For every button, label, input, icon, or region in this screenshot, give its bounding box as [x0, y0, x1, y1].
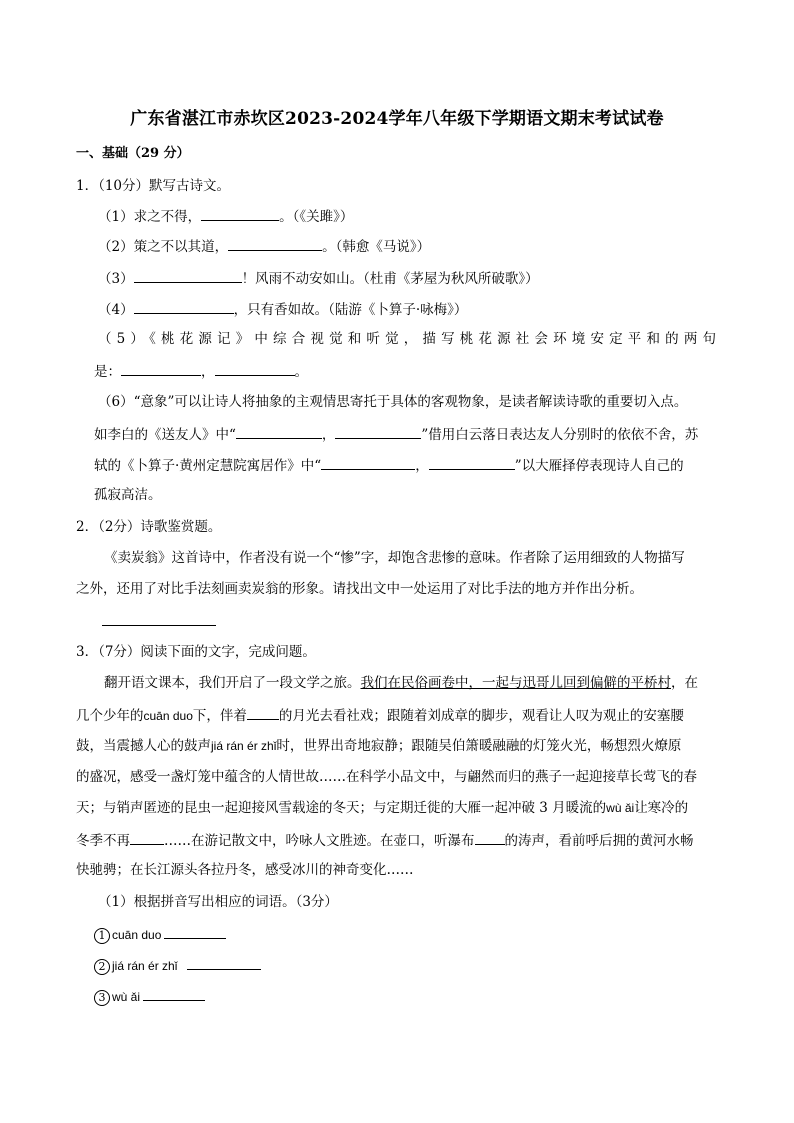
q1-item-6-line-2 [94, 424, 698, 444]
q3-passage-line-5 [76, 799, 688, 817]
q1-item-6-comma: ， [321, 427, 336, 443]
q3-passage-line-6 [76, 830, 694, 850]
q3-text: 的涛声，看前呼后拥的黄河水畅 [504, 833, 694, 849]
q1-item-1-post: 。（《关雎》） [279, 209, 354, 225]
q1-item-6-text-e: ”以大雁择停表现诗人自己的 [514, 458, 684, 474]
q2-paragraph-line-2: 之外，还用了对比手法刻画卖炭翁的形象。请找出文中一处运用了对比手法的地方并作出分析。 [76, 581, 643, 597]
page-title: 广东省湛江市赤坎区2023-2024学年八年级下学期语文期末考试试卷 [130, 109, 664, 129]
q1-item-6-text-c: ”借用白云落日表达友人分别时的依依不舍，苏 [421, 427, 699, 443]
answer-blank[interactable] [134, 268, 242, 283]
answer-blank[interactable] [475, 830, 505, 845]
q3-text: 天；与销声匿迹的昆虫一起迎接风雪载途的冬天；与定期迁徙的大雁一起冲破 3 月暖流的 [76, 800, 607, 816]
circled-number-1: 1 [94, 928, 110, 944]
q3-answer-3 [94, 986, 205, 1006]
answer-blank[interactable] [429, 455, 515, 470]
q1-item-6-line-1: （6）“意象”可以让诗人将抽象的主观情思寄托于具体的客观物象，是读者解读诗歌的重要切入点。 [98, 394, 688, 410]
q3-passage-line-3 [76, 737, 681, 755]
answer-blank[interactable] [143, 986, 205, 1001]
question-2-stem: 2．（2分）诗歌鉴赏题。 [76, 519, 222, 535]
q1-item-3-post: ！风雨不动安如山。（杜甫《茅屋为秋风所破歌》） [241, 271, 539, 287]
q1-item-1-pre: （1）求之不得， [98, 209, 202, 225]
q3-passage-line-1 [104, 674, 698, 692]
answer-pinyin-3: wù ǎi [112, 990, 141, 1004]
answer-blank[interactable] [215, 361, 295, 376]
q3-text: 翻开语文课本，我们开启了一段文学之旅。 [104, 675, 361, 691]
q3-text: ……在游记散文中，吟咏人文胜迹。在壶口，听瀑布 [164, 833, 475, 849]
q3-text: 时，世界出奇地寂静；跟随吴伯箫暖融融的灯笼火光，畅想烈火燎原 [276, 738, 682, 754]
q3-answer-1 [94, 924, 226, 944]
q1-item-5-label: 是： [94, 364, 121, 380]
answer-blank[interactable] [335, 424, 421, 439]
q1-item-5-period: 。 [294, 364, 308, 380]
q1-item-4 [98, 299, 467, 319]
q3-underlined-sentence: 我们在民俗画卷中，一起与迅哥儿回到偏僻的平桥村 [360, 675, 671, 691]
q3-answer-2 [94, 955, 261, 975]
pinyin-wuai: wù ǎi [606, 801, 635, 815]
circled-number-3: 3 [94, 990, 110, 1006]
answer-blank[interactable] [236, 424, 322, 439]
answer-blank[interactable] [164, 924, 226, 939]
answer-blank[interactable] [130, 830, 164, 845]
q3-text: 鼓，当震撼人心的鼓声 [76, 738, 211, 754]
answer-blank[interactable] [187, 955, 261, 970]
q3-text: ，在 [671, 675, 698, 691]
answer-blank[interactable] [134, 299, 234, 314]
answer-pinyin-2: jiá rán ér zhǐ [112, 959, 178, 973]
question-3-stem: 3．（7分）阅读下面的文字，完成问题。 [76, 644, 316, 660]
answer-blank[interactable] [201, 206, 279, 221]
q1-item-4-post: ，只有香如故。（陆游《卜算子·咏梅》） [233, 302, 468, 318]
question-1-stem: 1．（10分）默写古诗文。 [76, 178, 231, 194]
q3-text: 让寒冷的 [634, 800, 689, 816]
q3-passage-line-2 [76, 705, 684, 725]
q1-item-1 [98, 206, 353, 226]
answer-blank[interactable] [121, 361, 201, 376]
q1-item-5-line-2 [94, 361, 308, 381]
answer-blank[interactable] [247, 705, 279, 720]
q1-item-2-post: 。（韩愈《马说》） [322, 239, 431, 255]
q1-item-6-line-4: 孤寂高洁。 [94, 487, 162, 503]
q3-text: 下，伴着 [192, 708, 247, 724]
q1-item-6-comma-2: ， [415, 458, 429, 474]
q2-answer-blank[interactable] [102, 625, 216, 626]
answer-blank[interactable] [228, 236, 322, 251]
q1-item-3-pre: （3） [98, 271, 134, 287]
q1-item-2-pre: （2）策之不以其道， [98, 239, 229, 255]
q1-item-4-pre: （4） [98, 302, 134, 318]
q1-item-6-text-d: 轼的《卜算子·黄州定慧院寓居作》中“ [94, 458, 322, 474]
q3-subquestion-1: （1）根据拼音写出相应的词语。（3分） [98, 894, 338, 910]
q1-item-2 [98, 236, 430, 256]
q3-text: 的月光去看社戏；跟随着刘成章的脚步，观看让人叹为观止的安塞腰 [278, 708, 684, 724]
circled-number-2: 2 [94, 959, 110, 975]
q1-item-6-line-3 [94, 455, 684, 475]
q1-item-5-comma: ， [201, 364, 215, 380]
q3-text: 冬季不再 [76, 833, 130, 849]
q3-text: 几个少年的 [76, 708, 144, 724]
q1-item-6-text-a: 如李白的《送友人》中“ [94, 427, 236, 443]
answer-pinyin-1: cuān duo [112, 928, 162, 942]
section-heading: 一、基础（29 分） [76, 146, 190, 161]
answer-blank[interactable] [321, 455, 415, 470]
pinyin-jiaranerzhi: jiá rán ér zhǐ [211, 739, 277, 753]
q1-item-5-line-1: （5）《桃花源记》中综合视觉和听觉，描写桃花源社会环境安定平和的两句 [98, 331, 716, 347]
q3-passage-line-7: 快驰骋；在长江源头各拉丹冬，感受冰川的神奇变化…… [76, 862, 414, 878]
pinyin-cuanduo: cuān duo [143, 709, 193, 723]
q1-item-3 [98, 268, 539, 288]
q3-passage-line-4: 的盛况，感受一盏灯笼中蕴含的人情世故……在科学小品文中，与翩然而归的燕子一起迎接草长莺飞的春 [76, 769, 697, 785]
q2-paragraph-line-1: 《卖炭翁》这首诗中，作者没有说一个“惨”字，却饱含悲惨的意味。作者除了运用细致的人物描写 [104, 550, 685, 566]
